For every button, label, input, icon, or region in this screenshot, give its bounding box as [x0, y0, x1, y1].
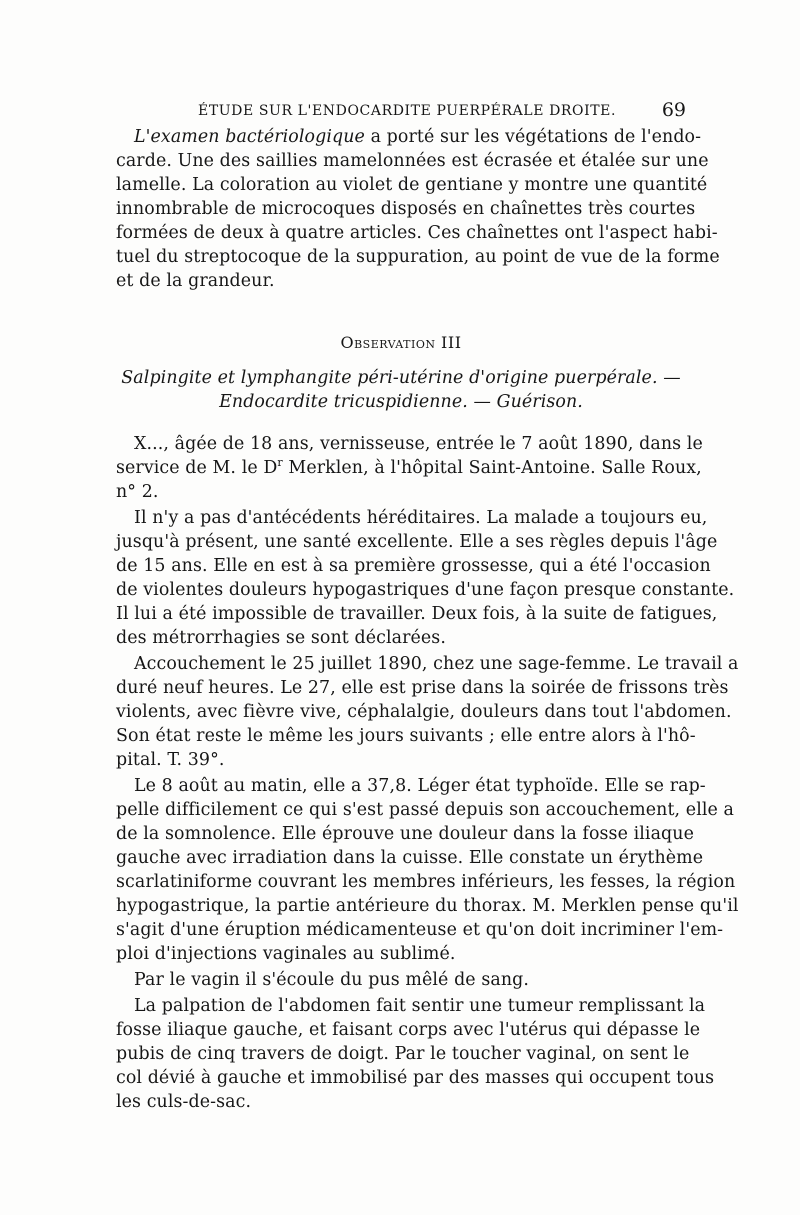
text-span: service de M. le D	[116, 458, 278, 478]
page-number: 69	[661, 99, 686, 121]
italic-phrase: L'examen bactériologique	[134, 127, 365, 147]
text-line: de 15 ans. Elle en est à sa première grossesse, qui a été l'occasion	[116, 556, 711, 576]
text-line: Le 8 août au matin, elle a 37,8. Léger état typhoïde. Elle se rap-	[134, 776, 706, 796]
text-line: n° 2.	[116, 482, 159, 502]
text-span: Merklen, à l'hôpital Saint-Antoine. Salle Roux,	[282, 458, 702, 478]
text-line: violents, avec fièvre vive, céphalalgie, douleurs dans tout l'abdomen.	[116, 702, 732, 722]
text-line: innombrable de microcoques disposés en chaînettes très courtes	[116, 199, 696, 219]
text-line: carde. Une des saillies mamelonnées est écrasée et étalée sur une	[116, 151, 709, 171]
text-line: Il lui a été impossible de travailler. Deux fois, à la suite de fatigues,	[116, 604, 718, 624]
running-title: ÉTUDE SUR L'ENDOCARDITE PUERPÉRALE DROITE.	[198, 103, 617, 119]
text-line: hypogastrique, la partie antérieure du thorax. M. Merklen pense qu'il	[116, 896, 739, 916]
text-line: de violentes douleurs hypogastriques d'une façon presque constante.	[116, 580, 735, 600]
text-line: col dévié à gauche et immobilisé par des masses qui occupent tous	[116, 1068, 715, 1088]
text-span: a porté sur les végétations de l'endo-	[364, 127, 702, 147]
text-line: pubis de cinq travers de doigt. Par le toucher vaginal, on sent le	[116, 1044, 690, 1064]
observation-subtitle: Salpingite et lymphangite péri-utérine d'origine puerpérale. —	[121, 368, 681, 388]
text-line: La palpation de l'abdomen fait sentir une tumeur remplissant la	[134, 996, 706, 1016]
text-line	[116, 126, 702, 148]
observation-heading: Observation III	[340, 333, 462, 352]
text-line: des métrorrhagies se sont déclarées.	[116, 628, 446, 648]
page-header	[118, 99, 686, 125]
observation-subtitle: Endocardite tricuspidienne. — Guérison.	[219, 392, 583, 412]
text-line: tuel du streptocoque de la suppuration, au point de vue de la forme	[116, 247, 720, 267]
text-line: jusqu'à présent, une santé excellente. Elle a ses règles depuis l'âge	[116, 532, 718, 552]
paragraph-vaginal-discharge: Par le vagin il s'écoule du pus mêlé de sang.	[134, 970, 529, 990]
text-line	[116, 456, 702, 479]
text-line: Son état reste le même les jours suivants ; elle entre alors à l'hô-	[116, 726, 696, 746]
text-line: pital. T. 39°.	[116, 750, 225, 770]
text-line: Il n'y a pas d'antécédents héréditaires. La malade a toujours eu,	[134, 508, 708, 528]
text-line: lamelle. La coloration au violet de gentiane y montre une quantité	[116, 175, 708, 195]
text-line: ploi d'injections vaginales au sublimé.	[116, 944, 456, 964]
text-line: duré neuf heures. Le 27, elle est prise dans la soirée de frissons très	[116, 678, 729, 698]
text-line: X..., âgée de 18 ans, vernisseuse, entrée le 7 août 1890, dans le	[134, 434, 703, 454]
text-line: de la somnolence. Elle éprouve une douleur dans la fosse iliaque	[116, 824, 694, 844]
superscript: r	[277, 456, 283, 470]
text-line: pelle difficilement ce qui s'est passé depuis son accouchement, elle a	[116, 800, 735, 820]
text-line: scarlatiniforme couvrant les membres inférieurs, les fesses, la région	[116, 872, 736, 892]
text-line: les culs-de-sac.	[116, 1092, 252, 1112]
text-line: s'agit d'une éruption médicamenteuse et qu'on doit incriminer l'em-	[116, 920, 724, 940]
text-line: fosse iliaque gauche, et faisant corps avec l'utérus qui dépasse le	[116, 1020, 701, 1040]
text-line: formées de deux à quatre articles. Ces chaînettes ont l'aspect habi-	[116, 223, 718, 243]
text-line: Accouchement le 25 juillet 1890, chez une sage-femme. Le travail a	[134, 654, 739, 674]
text-line: gauche avec irradiation dans la cuisse. Elle constate un érythème	[116, 848, 704, 868]
text-line: et de la grandeur.	[116, 271, 275, 291]
